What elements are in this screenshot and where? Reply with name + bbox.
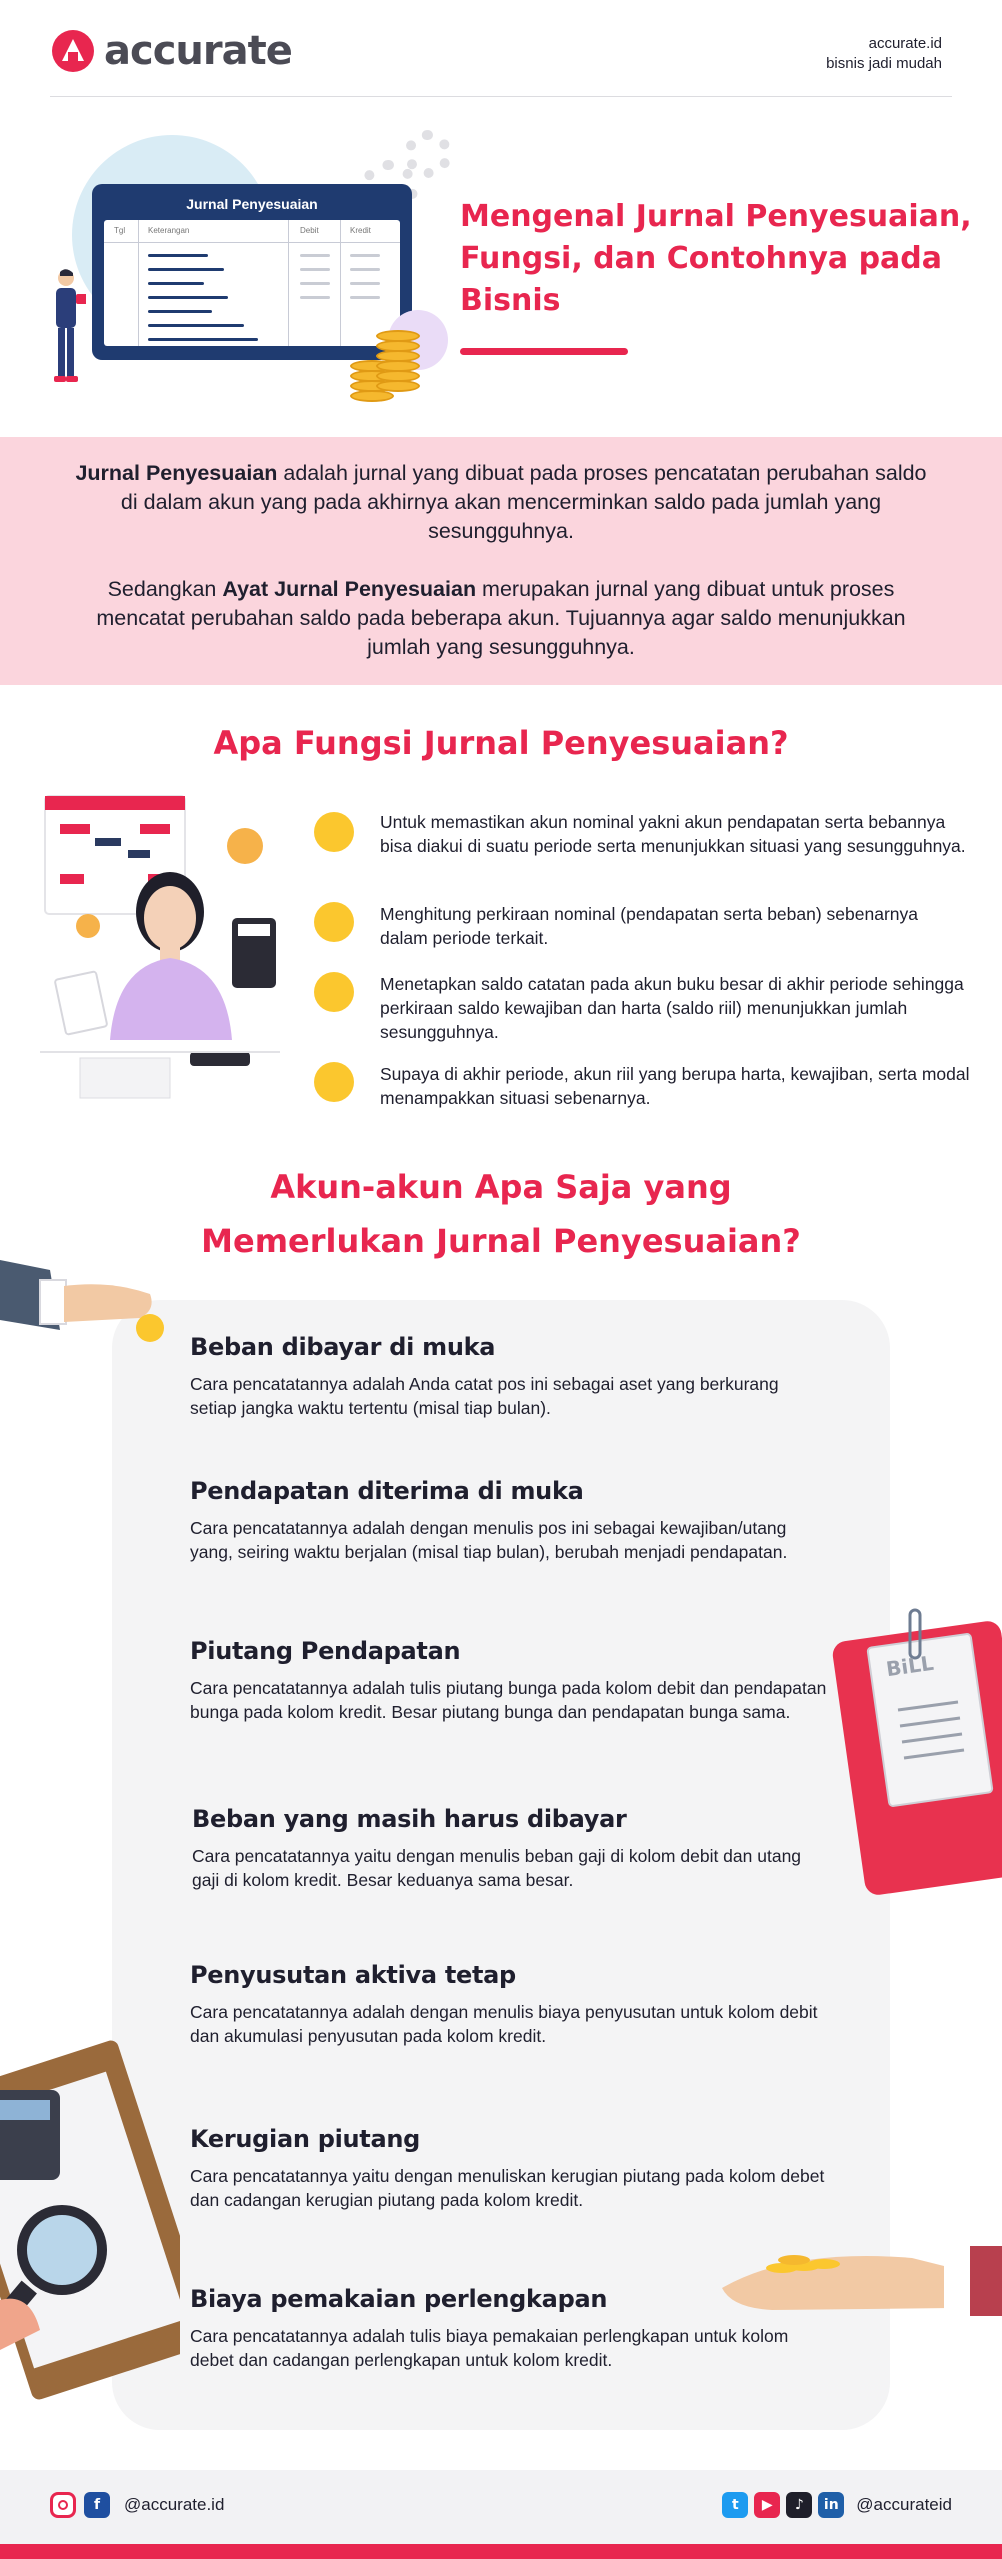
- facebook-icon[interactable]: f: [84, 2492, 110, 2518]
- board-col-debit: Debit: [300, 226, 319, 235]
- board-line: [350, 296, 380, 299]
- page-title: Mengenal Jurnal Penyesuaian, Fungsi, dan Contohnya pada Bisnis: [460, 199, 972, 318]
- gear-icon: [404, 130, 452, 178]
- account-item-beban-masih-harus-dibayar: [192, 1802, 832, 1892]
- account-description: Cara pencatatannya adalah dengan menulis pos ini sebagai kewajiban/utang yang, seiring waktu berjalan (misal tiap bulan), berubah menjadi pendapatan.: [190, 1518, 788, 1562]
- header-divider: [50, 96, 952, 97]
- footer-handle-right[interactable]: @accurateid: [856, 2495, 952, 2514]
- account-item-beban-dibayar-di-muka: [190, 1330, 830, 1420]
- account-title: Penyusutan aktiva tetap: [190, 1961, 516, 1989]
- fungsi-section-title: Apa Fungsi Jurnal Penyesuaian?: [213, 724, 789, 762]
- board-line: [300, 296, 330, 299]
- accurate-logo-icon: [52, 30, 94, 72]
- intro-paragraph-2: [71, 575, 931, 662]
- board-line: [148, 296, 228, 299]
- logo-text: accurate: [104, 28, 292, 74]
- akun-section-title-line-1: Akun-akun Apa Saja yang: [270, 1168, 732, 1206]
- board-line: [148, 310, 212, 313]
- fungsi-item-text: Menghitung perkiraan nominal (pendapatan serta beban) sebenarnya dalam periode terkait.: [380, 904, 919, 948]
- instagram-icon[interactable]: [50, 2492, 76, 2518]
- account-item-penyusutan-aktiva-tetap: [190, 1958, 830, 2048]
- board-line: [148, 254, 208, 257]
- account-description: Cara pencatatannya adalah tulis piutang bunga pada kolom debit dan pendapatan bunga pada kolom kredit. Besar piutang bunga dan pendapatan bunga sama.: [190, 1678, 827, 1722]
- bill-folder-illustration: [818, 1600, 1002, 1900]
- intro-paragraph-1: [71, 459, 931, 546]
- calculator-magnifier-illustration: [0, 2030, 180, 2410]
- account-item-piutang-pendapatan: [190, 1634, 830, 1724]
- board-line: [350, 268, 380, 271]
- account-description: Cara pencatatannya adalah dengan menulis biaya penyusutan untuk kolom debit dan akumulasi penyusutan pada kolom kredit.: [190, 2002, 818, 2046]
- board-col-kredit: Kredit: [350, 226, 371, 235]
- intro-text-2a: Sedangkan: [107, 577, 223, 601]
- bullet-icon: [314, 1062, 354, 1102]
- header-tagline: [826, 34, 942, 74]
- tiktok-icon[interactable]: ♪: [786, 2492, 812, 2518]
- board-line: [148, 268, 224, 271]
- fungsi-item-text: Supaya di akhir periode, akun riil yang berupa harta, kewajiban, serta modal menampakkan situasi sebenarnya.: [380, 1064, 970, 1108]
- account-title: Kerugian piutang: [190, 2125, 421, 2153]
- account-description: Cara pencatatannya adalah Anda catat pos ini sebagai aset yang berkurang setiap jangka waktu tertentu (misal tiap bulan).: [190, 1374, 779, 1418]
- bullet-icon: [314, 972, 354, 1012]
- site-url[interactable]: accurate.id: [868, 35, 942, 52]
- board-table: [104, 220, 400, 346]
- coin: [376, 330, 420, 342]
- board-title: Jurnal Penyesuaian: [186, 196, 318, 212]
- fungsi-item-text: Untuk memastikan akun nominal yakni akun pendapatan serta bebannya bisa diakui di suatu periode serta menunjukkan situasi yang sesungguhnya.: [380, 812, 966, 856]
- youtube-icon[interactable]: ▶: [754, 2492, 780, 2518]
- linkedin-icon[interactable]: in: [818, 2492, 844, 2518]
- intro-text-2b: merupakan jurnal yang dibuat untuk proses mencatat perubahan saldo pada beberapa akun. Tujuannya agar saldo menunjukkan jumlah yang sesungguhnya.: [96, 577, 906, 659]
- businessman-illustration: [46, 266, 86, 396]
- account-title: Beban yang masih harus dibayar: [192, 1805, 627, 1833]
- board-divider: [340, 220, 341, 346]
- account-item-kerugian-piutang: [190, 2122, 830, 2212]
- akun-section-title-line-2: Memerlukan Jurnal Penyesuaian?: [201, 1222, 801, 1260]
- board-line: [148, 324, 244, 327]
- account-description: Cara pencatatannya yaitu dengan menulis beban gaji di kolom debit dan utang gaji di kolom kredit. Besar keduanya sama besar.: [192, 1846, 802, 1890]
- intro-text-1: adalah jurnal yang dibuat pada proses pencatatan perubahan saldo di dalam akun yang pada akhirnya akan mencerminkan saldo pada jumlah yang sesungguhnya.: [120, 461, 927, 543]
- header: [0, 0, 1002, 96]
- intro-term-1: Jurnal Penyesuaian: [75, 461, 278, 485]
- board-line: [148, 282, 204, 285]
- board-divider: [288, 220, 289, 346]
- account-description: Cara pencatatannya adalah tulis biaya pemakaian perlengkapan untuk kolom debet dan cadangan perlengkapan untuk kolom kredit.: [190, 2326, 789, 2370]
- journal-board-illustration: [92, 184, 412, 360]
- account-item-pendapatan-diterima-di-muka: [190, 1474, 830, 1564]
- footer-accent-bar: [0, 2544, 1002, 2559]
- board-line: [350, 254, 380, 257]
- accurate-logo[interactable]: [52, 28, 292, 74]
- bullet-icon: [314, 902, 354, 942]
- board-col-keterangan: Keterangan: [148, 226, 190, 235]
- hero-section: [0, 110, 1002, 430]
- intro-term-2: Ayat Jurnal Penyesuaian: [222, 577, 477, 601]
- board-col-tgl: Tgl: [114, 226, 126, 235]
- board-line: [300, 282, 330, 285]
- title-underline: [460, 348, 628, 355]
- board-divider: [104, 242, 400, 243]
- bullet-icon: [314, 812, 354, 852]
- board-divider: [138, 220, 139, 346]
- fungsi-item-text: Menetapkan saldo catatan pada akun buku besar di akhir periode sehingga perkiraan saldo kewajiban dan harta (saldo riil) menunjukkan jumlah sesungguhnya.: [380, 974, 964, 1042]
- account-title: Pendapatan diterima di muka: [190, 1477, 584, 1505]
- board-line: [300, 254, 330, 257]
- board-line: [300, 268, 330, 271]
- footer-handle-left[interactable]: @accurate.id: [124, 2495, 225, 2514]
- board-line: [148, 338, 258, 341]
- footer-social-left: [50, 2492, 224, 2518]
- twitter-icon[interactable]: t: [722, 2492, 748, 2518]
- footer: [0, 2470, 1002, 2544]
- account-title: Beban dibayar di muka: [190, 1333, 496, 1361]
- account-description: Cara pencatatannya yaitu dengan menuliskan kerugian piutang pada kolom debet dan cadangan kerugian piutang pada kolom kredit.: [190, 2166, 825, 2210]
- footer-social-right: [722, 2492, 952, 2518]
- hand-coin-illustration: [0, 1250, 170, 1350]
- account-item-biaya-pemakaian-perlengkapan: [190, 2282, 830, 2372]
- intro-section: [0, 437, 1002, 685]
- tagline-text: bisnis jadi mudah: [826, 55, 942, 72]
- accountant-woman-illustration: [40, 790, 300, 1110]
- board-line: [350, 282, 380, 285]
- account-title: Biaya pemakaian perlengkapan: [190, 2285, 608, 2313]
- bill-label: BiLL: [884, 1650, 936, 1682]
- account-title: Piutang Pendapatan: [190, 1637, 461, 1665]
